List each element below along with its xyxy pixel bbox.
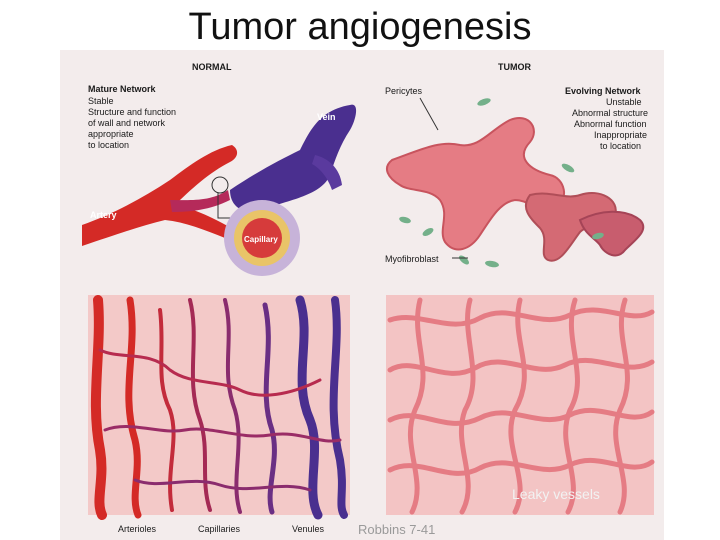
normal-attribute-1: Stable xyxy=(88,96,114,106)
artery-label: Artery xyxy=(90,210,117,220)
mature-network-title: Mature Network xyxy=(88,84,156,94)
venules-label: Venules xyxy=(292,524,325,534)
angiogenesis-figure xyxy=(60,50,664,540)
slide-title: Tumor angiogenesis xyxy=(188,6,532,48)
normal-heading: NORMAL xyxy=(192,62,232,72)
normal-attribute-3: of wall and network xyxy=(88,118,166,128)
evolving-network-title: Evolving Network xyxy=(565,86,641,96)
normal-attribute-5: to location xyxy=(88,140,130,150)
tumor-network-panel xyxy=(386,295,654,515)
tumor-attribute-1: Unstable xyxy=(606,97,642,107)
source-citation: Robbins 7-41 xyxy=(358,522,436,537)
normal-network-panel xyxy=(88,295,350,515)
capillary-label: Capillary xyxy=(244,235,278,244)
pericytes-label: Pericytes xyxy=(385,86,423,96)
vein-label: Vein xyxy=(317,112,336,122)
capillaries-label: Capillaries xyxy=(198,524,241,534)
normal-attribute-4: appropriate xyxy=(88,129,134,139)
arterioles-label: Arterioles xyxy=(118,524,157,534)
tumor-attribute-5: to location xyxy=(600,141,642,151)
tumor-attribute-2: Abnormal structure xyxy=(572,108,649,118)
leaky-vessels-label: Leaky vessels xyxy=(512,486,600,502)
tumor-heading: TUMOR xyxy=(498,62,531,72)
tumor-attribute-3: Abnormal function xyxy=(574,119,647,129)
normal-attribute-2: Structure and function xyxy=(88,107,177,117)
myofibroblast-label: Myofibroblast xyxy=(385,254,439,264)
tumor-attribute-4: Inappropriate xyxy=(594,130,648,140)
